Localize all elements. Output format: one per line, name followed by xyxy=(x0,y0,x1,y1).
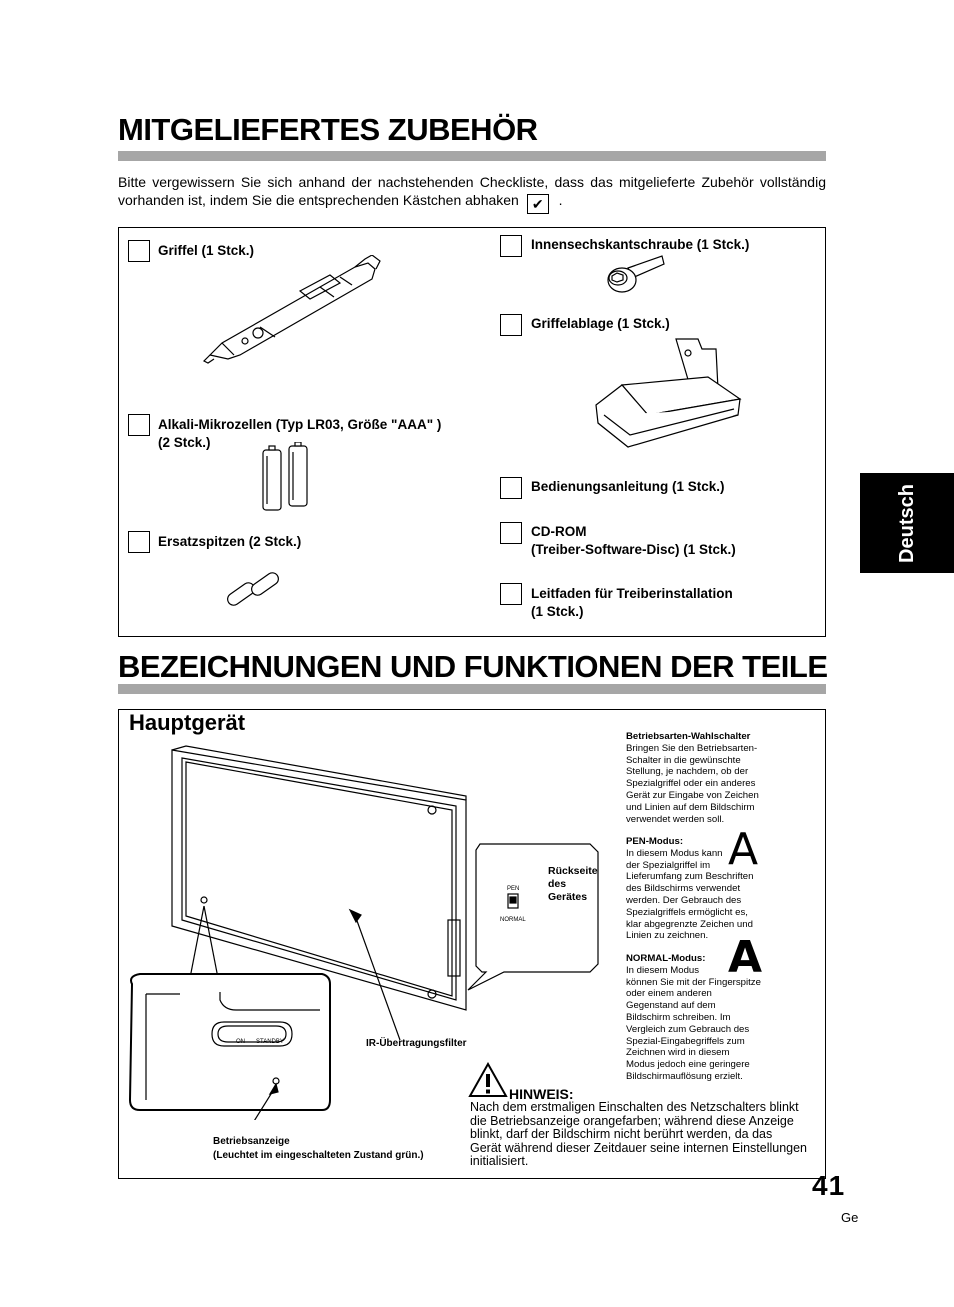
text-line: Vergleich zum Gebrauch des xyxy=(626,1023,750,1035)
text-line: Lieferumfang zum Beschriften xyxy=(626,871,754,883)
checkbox-spare-tips[interactable] xyxy=(128,531,150,553)
ir-filter-label: IR-Übertragungsfilter xyxy=(366,1038,467,1049)
text-line: Spezialgriffel oder ein anderes xyxy=(626,778,756,790)
text-line: oder einem anderen xyxy=(626,988,712,1000)
warning-triangle-icon xyxy=(468,1062,508,1098)
hex-screw-illustration xyxy=(604,252,666,298)
indicator-title: Betriebsanzeige xyxy=(213,1136,290,1147)
checkbox-driver-guide[interactable] xyxy=(500,583,522,605)
language-tab xyxy=(860,473,954,573)
text-line: verwendet werden soll. xyxy=(626,813,725,825)
title-rule-2 xyxy=(118,684,826,694)
main-unit-drawing xyxy=(120,740,620,1120)
item-stylus-label: Griffel (1 Stck.) xyxy=(158,243,255,258)
item-stylus-tray-label: Griffelablage (1 Stck.) xyxy=(531,316,670,331)
normal-letter-glyph: A xyxy=(728,932,763,983)
text-line: Bildschirm schreiben. Im xyxy=(626,1011,731,1023)
check-mark-icon: ✔ xyxy=(527,194,549,214)
section-title-parts: BEZEICHNUNGEN UND FUNKTIONEN DER TEILE xyxy=(118,649,828,684)
rear-side-label xyxy=(548,865,598,904)
intro-sentence: Bitte vergewissern Sie sich anhand der nachstehenden Checkliste, dass das mitgelieferte Zubehör vollständig vorhanden ist, indem Sie die entsprechenden Kästchen abhaken xyxy=(118,174,826,208)
stylus-tray-illustration xyxy=(588,335,748,453)
checkbox-manual[interactable] xyxy=(500,477,522,499)
panel-on-label: ON xyxy=(236,1039,245,1045)
text-line: Schalter in die gewünschte xyxy=(626,754,741,766)
language-tab-label: Deutsch xyxy=(895,483,918,563)
item-cd-rom-label: CD-ROM xyxy=(531,524,587,539)
spare-tips-illustration xyxy=(224,570,286,614)
text-line: Zeichnen wird in diesem xyxy=(626,1047,730,1059)
text-line: In diesem Modus kann xyxy=(626,847,723,859)
checkbox-hex-screw[interactable] xyxy=(500,235,522,257)
indicator-subtitle: (Leuchtet im eingeschalteten Zustand grün.) xyxy=(213,1150,424,1161)
item-spare-tips-label: Ersatzspitzen (2 Stck.) xyxy=(158,534,302,549)
panel-standby-label: STANDBY xyxy=(256,1039,284,1045)
pen-letter-glyph: A xyxy=(728,824,759,875)
normal-mode-title: NORMAL-Modus: xyxy=(626,953,706,964)
text-line: klar abgegrenzte Zeichen und xyxy=(626,918,753,930)
text-line: Gerät während dieser Zeitdauer seine internen Einstellungen xyxy=(470,1140,808,1155)
intro-text xyxy=(118,173,826,214)
text-line: der Spezialgriffel im xyxy=(626,859,711,871)
checkbox-stylus-tray[interactable] xyxy=(500,314,522,336)
item-manual-label: Bedienungsanleitung (1 Stck.) xyxy=(531,479,725,494)
switch-pen-label: PEN xyxy=(507,886,520,892)
switch-normal-label: NORMAL xyxy=(500,917,526,923)
checkbox-batteries[interactable] xyxy=(128,414,150,436)
text-line: Gerät zur Eingabe von Zeichen xyxy=(626,789,759,801)
text-line: können Sie mit der Fingerspitze xyxy=(626,976,761,988)
text-line: Linien zu zeichnen. xyxy=(626,930,709,942)
section-title-accessories: MITGELIEFERTES ZUBEHÖR xyxy=(118,112,538,147)
item-hex-screw-label: Innensechskantschraube (1 Stck.) xyxy=(531,237,750,252)
item-driver-guide-qty: (1 Stck.) xyxy=(531,604,584,619)
text-line: Bildschirmauflösung erzielt. xyxy=(626,1070,743,1082)
stylus-illustration xyxy=(200,255,390,370)
intro-period: . xyxy=(558,192,563,208)
item-driver-guide-label: Leitfaden für Treiberinstallation xyxy=(531,586,733,601)
mode-switch-title: Betriebsarten-Wahlschalter xyxy=(626,731,751,742)
rear-label-line: Gerätes xyxy=(548,891,588,903)
pen-mode-title: PEN-Modus: xyxy=(626,836,684,847)
title-rule xyxy=(118,151,826,161)
page-language-code: Ge xyxy=(841,1210,859,1225)
text-line: Bringen Sie den Betriebsarten- xyxy=(626,742,758,754)
item-cd-rom-sub: (Treiber-Software-Disc) (1 Stck.) xyxy=(531,542,736,557)
text-line: Stellung, je nachdem, ob der xyxy=(626,766,749,778)
note-title: HINWEIS: xyxy=(509,1086,574,1102)
item-batteries-qty: (2 Stck.) xyxy=(158,435,211,450)
checkbox-stylus[interactable] xyxy=(128,240,150,262)
text-line: initialisiert. xyxy=(470,1154,529,1169)
text-line: des Bildschirms verwendet xyxy=(626,883,741,895)
rear-label-line: des xyxy=(548,878,567,890)
text-line: Modus jedoch eine geringere xyxy=(626,1059,750,1071)
rear-label-line: Rückseite xyxy=(548,865,598,877)
checkbox-cd-rom[interactable] xyxy=(500,522,522,544)
text-line: und Linien auf dem Bildschirm xyxy=(626,801,755,813)
indicator-label xyxy=(213,1135,424,1163)
item-batteries-label: Alkali-Mikrozellen (Typ LR03, Größe "AAA" ) xyxy=(158,417,442,432)
page-number: 41 xyxy=(812,1170,846,1201)
text-line: Spezial-Eingabegriffels zum xyxy=(626,1035,745,1047)
note-text xyxy=(470,1101,819,1169)
text-line: In diesem Modus xyxy=(626,964,700,976)
subtitle-main-unit: Hauptgerät xyxy=(129,710,246,735)
batteries-illustration xyxy=(258,442,318,514)
text-line: Nach dem erstmaligen Einschalten des Netzschalters blinkt xyxy=(470,1100,799,1114)
text-line: werden. Der Gebrauch des xyxy=(626,894,742,906)
mode-switch-description xyxy=(626,731,806,825)
text-line: die Betriebsanzeige orangefarben; während diese Anzeige xyxy=(470,1113,794,1128)
text-line: Spezialgriffels ermöglicht es, xyxy=(626,906,748,918)
text-line: blinkt, darf der Bildschirm nicht berührt werden, da das xyxy=(470,1127,773,1142)
text-line: Gegenstand auf dem xyxy=(626,1000,716,1012)
